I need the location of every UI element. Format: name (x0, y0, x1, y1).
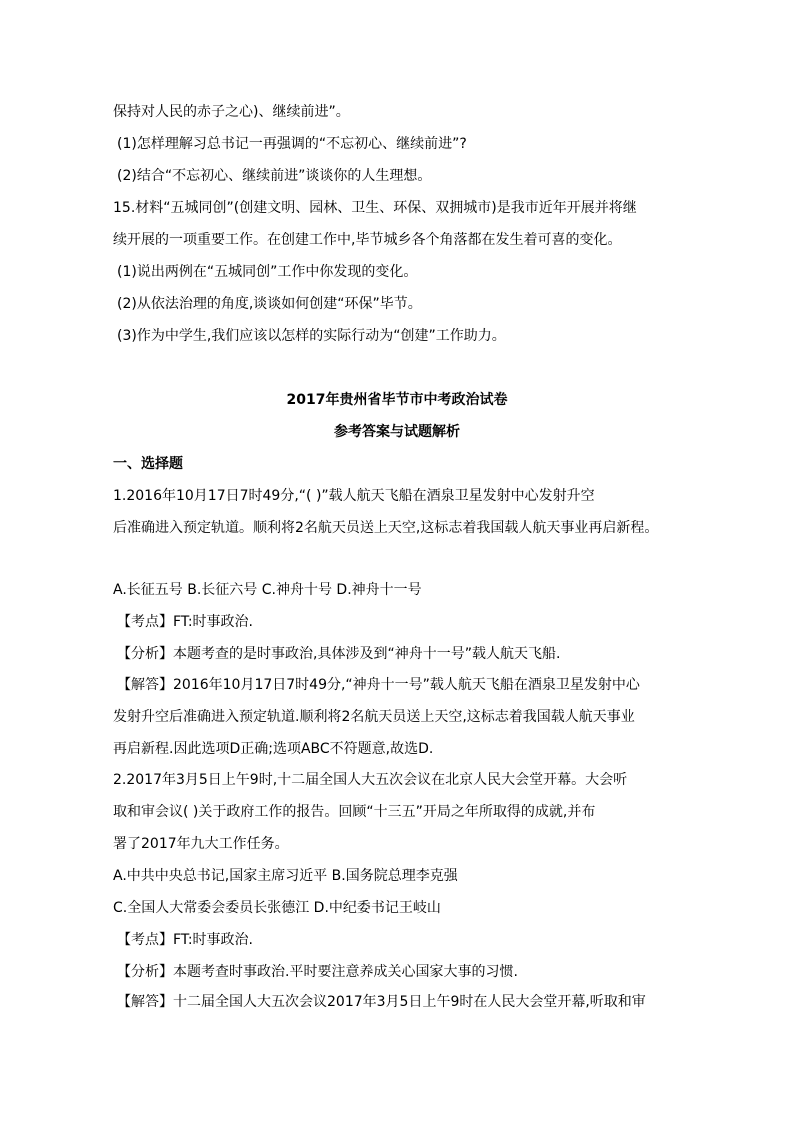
question-15-sub-2: (2)从依法治理的角度,谈谈如何创建“环保”毕节。 (117, 296, 422, 312)
section-heading: 一、选择题 (113, 456, 183, 472)
question-15-stem: 15.材料“五城同创”(创建文明、园林、卫生、环保、双拥城市)是我市近年开展并将继 (113, 200, 637, 216)
q2-options-ab: A.中共中央总书记,国家主席习近平 B.国务院总理李克强 (113, 868, 458, 884)
q1-jieda-cont-2: 再启新程.因此选项D正确;选项ABC不符题意,故选D. (113, 741, 434, 757)
q2-stem-cont: 取和审会议( )关于政府工作的报告。回顾“十三五”开局之年所取得的成就,并布 (113, 804, 596, 820)
question-15-sub-3: (3)作为中学生,我们应该以怎样的实际行动为“创建”工作助力。 (117, 328, 506, 344)
question-14-sub-2: (2)结合“不忘初心、继续前进”谈谈你的人生理想。 (117, 168, 432, 184)
question-14-sub-1: (1)怎样理解习总书记一再强调的“不忘初心、继续前进”? (117, 136, 467, 152)
question-14-continuation: 保持对人民的赤子之心)、继续前进”。 (113, 104, 350, 120)
q2-stem: 2.2017年3月5日上午9时,十二届全国人大五次会议在北京人民大会堂开幕。大会听 (113, 772, 628, 788)
q1-kaodian: 【考点】FT:时事政治. (117, 614, 253, 630)
q2-options-cd: C.全国人大常委会委员长张德江 D.中纪委书记王岐山 (113, 900, 441, 916)
q2-fenxi: 【分析】本题考查时事政治.平时要注意养成关心国家大事的习惯. (117, 964, 518, 980)
q1-jieda: 【解答】2016年10月17日7时49分,“神舟十一号”载人航天飞船在酒泉卫星发射中心 (117, 677, 640, 693)
q1-options: A.长征五号 B.长征六号 C.神舟十号 D.神舟十一号 (113, 582, 422, 598)
answer-subtitle: 参考答案与试题解析 (334, 424, 460, 440)
q1-stem-cont: 后准确进入预定轨道。顺利将2名航天员送上天空,这标志着我国载人航天事业再启新程。 (113, 520, 659, 536)
q1-jieda-cont: 发射升空后准确进入预定轨道.顺利将2名航天员送上天空,这标志着我国载人航天事业 (113, 709, 635, 725)
q1-fenxi: 【分析】本题考查的是时事政治,具体涉及到“神舟十一号”载人航天飞船. (117, 646, 561, 662)
answer-title: 2017年贵州省毕节市中考政治试卷 (286, 392, 508, 408)
q2-stem-cont-2: 署了2017年九大工作任务。 (113, 836, 289, 852)
q2-jieda: 【解答】十二届全国人大五次会议2017年3月5日上午9时在人民大会堂开幕,听取和审 (117, 994, 646, 1010)
question-15-stem-cont: 续开展的一项重要工作。在创建工作中,毕节城乡各个角落都在发生着可喜的变化。 (113, 232, 622, 248)
q1-stem: 1.2016年10月17日7时49分,“( )”载人航天飞船在酒泉卫星发射中心发射升空 (113, 488, 595, 504)
question-15-sub-1: (1)说出两例在“五城同创”工作中你发现的变化。 (117, 264, 418, 280)
q2-kaodian: 【考点】FT:时事政治. (117, 932, 253, 948)
